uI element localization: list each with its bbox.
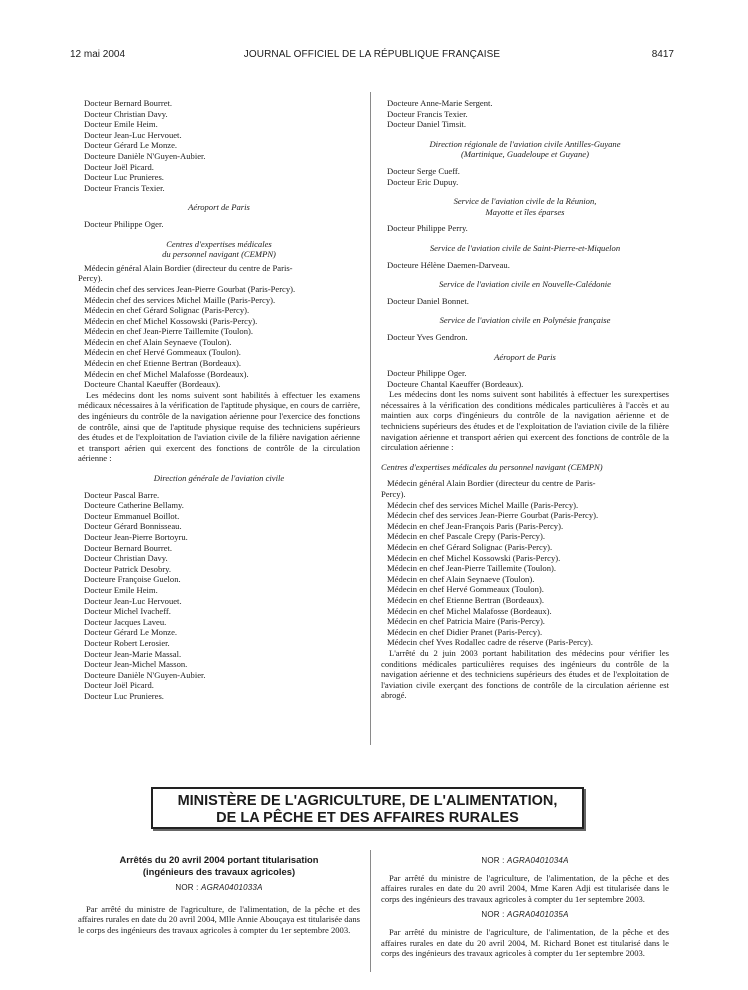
list-item: Médecin en chef Michel Kossowski (Paris-Percy).	[387, 552, 561, 563]
nor-code: AGRA0401033A	[201, 883, 263, 892]
list-item: Docteur Daniel Bonnet.	[387, 295, 469, 306]
list-item: Médecin chef des services Michel Maille (Paris-Percy).	[84, 294, 276, 305]
list-item: Docteur Robert Lerosier.	[84, 637, 170, 648]
list-item: Docteur Eric Dupuy.	[387, 176, 459, 187]
list-item: Docteur Emmanuel Boillot.	[84, 510, 180, 521]
arrete-paragraph: Par arrêté du ministre de l'agriculture, de l'alimentation, de la pêche et des affaires rurales en date du 20 avril 2004, Mlle Annie Abouçaya est titularisée dans le corps des ingénieurs des travaux agricoles à compter du 1er septembre 2003.	[78, 903, 360, 935]
nor-label: NOR :	[481, 856, 505, 865]
doctor-list-aeroport	[381, 368, 669, 389]
list-item: Médecin en chef Gérard Solignac (Paris-Percy).	[84, 305, 250, 316]
list-item: Docteur Philippe Perry.	[387, 223, 468, 234]
header-date: 12 mai 2004	[70, 49, 126, 60]
surexpertise-paragraph: Les médecins dont les noms suivent sont habilités à effectuer les surexpertises nécessaires à la vérification des conditions médicales particulières à l'accès et au maintien aux corps d'ingénieurs du contrôle de la navigation aérienne et de techniciens supérieurs des études et de l'exploitation de l'aviation civile de la filière navigation aérienne et transport aérien qui exercent des fonctions de contrôle de la circulation aérienne :	[381, 389, 669, 453]
list-item: Médecin en chef Michel Kossowski (Paris-Percy).	[84, 315, 258, 326]
list-item: Docteur Jean-Michel Masson.	[84, 659, 188, 670]
section-heading-dgac: Direction générale de l'aviation civile	[153, 473, 285, 483]
list-item: Docteur Pascal Barre.	[84, 489, 160, 500]
list-item: Médecin général Alain Bordier (directeur du centre de Paris-	[84, 262, 293, 273]
list-item: Docteur Jean-Marie Massal.	[84, 648, 182, 659]
arrete-paragraph: Par arrêté du ministre de l'agriculture, de l'alimentation, de la pêche et des affaires rurales en date du 20 avril 2004, Mme Karen Adji est titularisée dans le corps des ingénieurs des travaux agricoles à compter du 1er septembre 2003.	[381, 872, 669, 904]
abrogation-paragraph: L'arrêté du 2 juin 2003 portant habilitation des médecins pour vérifier les conditions médicales particulières requises des ingénieurs du contrôle de la navigation aérienne et des techniciens supérieurs des études et de l'exploitation de l'aviation civile exerçant des fonctions de contrôle de la circulation aérienne est abrogé.	[381, 647, 669, 701]
list-item-continuation: Percy).	[78, 273, 103, 284]
list-item: Docteure Françoise Guelon.	[84, 574, 181, 585]
list-item: Médecin en chef Patricia Maire (Paris-Percy).	[387, 616, 545, 627]
arrete-right	[381, 854, 669, 959]
ministry-banner	[151, 787, 584, 829]
list-item: Médecin en chef Hervé Gommeaux (Toulon).	[84, 347, 241, 358]
doctor-list-dgac	[78, 490, 360, 702]
list-item: Docteur Christian Davy.	[84, 108, 168, 119]
list-item: Médecin en chef Michel Malafosse (Bordeaux).	[387, 605, 552, 616]
medecin-list	[78, 284, 360, 390]
list-item: Médecin en chef Hervé Gommeaux (Toulon).	[387, 584, 544, 595]
list-item: Docteur Christian Davy.	[84, 553, 168, 564]
heading-line: du personnel navigant (CEMPN)	[162, 249, 276, 260]
column-divider	[370, 850, 371, 972]
heading-line: Service de l'aviation civile de la Réunion,	[453, 196, 597, 207]
section-heading-pf: Service de l'aviation civile en Polynésie française	[439, 315, 611, 326]
list-item: Docteur Yves Gendron.	[387, 331, 468, 342]
heading-line: Mayotte et îles éparses	[485, 206, 565, 217]
list-item: Médecin en chef Michel Malafosse (Bordeaux).	[84, 368, 249, 379]
nor-reference	[381, 910, 669, 921]
list-item: Médecin en chef Jean-François Paris (Paris-Percy).	[387, 520, 564, 531]
list-item: Docteur Bernard Bourret.	[84, 542, 173, 553]
list-item: Docteur Jacques Laveu.	[84, 616, 167, 627]
section-heading-aeroport: Aéroport de Paris	[188, 202, 250, 213]
list-item: Docteur Gérard Le Monze.	[84, 140, 178, 151]
list-item: Médecin en chef Etienne Bertran (Bordeaux).	[387, 594, 545, 605]
heading-line: Centres d'expertises médicales	[166, 238, 272, 249]
list-item: Médecin en chef Etienne Bertran (Bordeaux).	[84, 358, 242, 369]
list-item: Médecin en chef Pascale Crepy (Paris-Percy).	[387, 531, 545, 542]
list-item: Docteure Anne-Marie Sergent.	[387, 98, 493, 108]
nor-reference	[78, 883, 360, 894]
section-heading-spm: Service de l'aviation civile de Saint-Pierre-et-Miquelon	[429, 242, 621, 253]
page-number: 8417	[651, 49, 674, 60]
arrete-paragraph: Par arrêté du ministre de l'agriculture, de l'alimentation, de la pêche et des affaires rurales en date du 20 avril 2004, M. Richard Bonet est titularisé dans le corps des ingénieurs des travaux agricoles à compter du 1er septembre 2003.	[381, 926, 669, 959]
list-item: Docteur Emile Heim.	[84, 584, 158, 595]
medecin-list	[381, 500, 669, 648]
list-item: Docteure Hélène Daemen-Darveau.	[387, 259, 510, 270]
list-item-continuation: Percy).	[381, 489, 406, 500]
section-heading-cempn	[78, 239, 360, 260]
list-item: Docteur Francis Texier.	[84, 182, 165, 193]
left-column	[78, 98, 360, 701]
list-item: Médecin général Alain Bordier (directeur du centre de Paris-	[387, 478, 596, 489]
ministry-line: DE LA PÊCHE ET DES AFFAIRES RURALES	[216, 810, 519, 826]
section-heading-aeroport: Aéroport de Paris	[494, 351, 556, 362]
list-item: Docteure Catherine Bellamy.	[84, 500, 184, 511]
list-item: Docteur Michel Ivacheff.	[84, 606, 171, 617]
list-item: Docteur Philippe Oger.	[84, 218, 164, 229]
section-heading-antilles	[381, 139, 669, 160]
list-item: Docteur Joël Picard.	[84, 161, 154, 172]
list-item: Docteure Danièle N'Guyen-Aubier.	[84, 150, 206, 161]
list-item: Médecin en chef Didier Pranet (Paris-Percy).	[387, 626, 543, 637]
list-item: Docteure Danièle N'Guyen-Aubier.	[84, 669, 206, 680]
habilitation-paragraph: Les médecins dont les noms suivent sont habilités à effectuer les examens médicaux nécessaires à la vérification de l'aptitude physique, en cours de carrière, des ingénieurs du contrôle de la navigation aérienne pour l'exercice des fonctions de contrôle, ainsi que de l'aptitude physique requise des techniciens supérieurs des études et de l'exploitation de l'aviation civile de la filière navigation aérienne et transport aérien qui exercent des fonctions de contrôle de la circulation aérienne :	[78, 389, 360, 464]
title-line: (ingénieurs des travaux agricoles)	[142, 865, 296, 877]
list-item: Médecin chef des services Jean-Pierre Gourbat (Paris-Percy).	[387, 510, 599, 521]
list-item: Docteur Jean-Luc Hervouet.	[84, 595, 182, 606]
list-item: Docteur Philippe Oger.	[387, 368, 467, 379]
list-item: Docteur Daniel Timsit.	[387, 119, 467, 130]
list-item: Docteur Gérard Le Monze.	[84, 627, 178, 638]
list-item: Docteur Luc Prunieres.	[84, 172, 164, 183]
nor-code: AGRA0401034A	[507, 856, 569, 865]
list-item: Docteur Jean-Luc Hervouet.	[84, 129, 182, 140]
column-divider	[370, 92, 371, 745]
list-item: Docteur Francis Texier.	[387, 108, 468, 119]
list-item: Médecin en chef Alain Seynaeve (Toulon).	[84, 336, 232, 347]
list-item: Docteur Serge Cueff.	[387, 165, 460, 176]
list-item: Docteur Luc Prunieres.	[84, 690, 164, 701]
list-item: Médecin chef des services Jean-Pierre Gourbat (Paris-Percy).	[84, 283, 296, 294]
doctor-list-antilles	[381, 166, 669, 187]
ministry-line: MINISTÈRE DE L'AGRICULTURE, DE L'ALIMENTATION,	[177, 793, 558, 809]
list-item: Médecin chef Yves Rodallec cadre de réserve (Paris-Percy).	[387, 637, 593, 648]
section-heading-nc: Service de l'aviation civile en Nouvelle-Calédonie	[439, 279, 611, 290]
list-item: Médecin en chef Jean-Pierre Taillemite (Toulon).	[84, 326, 254, 337]
heading-line: (Martinique, Guadeloupe et Guyane)	[461, 149, 589, 160]
journal-title: JOURNAL OFFICIEL DE LA RÉPUBLIQUE FRANÇAISE	[243, 49, 501, 60]
arrete-title	[78, 854, 360, 877]
heading-line: Direction régionale de l'aviation civile Antilles-Guyane	[429, 138, 621, 149]
list-item: Docteur Jean-Pierre Bortoyru.	[84, 531, 188, 542]
doctor-list-top	[381, 98, 669, 130]
nor-label: NOR :	[481, 910, 505, 920]
list-item: Docteure Chantal Kaeuffer (Bordeaux).	[84, 379, 221, 390]
list-item: Docteur Patrick Desobry.	[84, 563, 172, 574]
list-item: Docteure Chantal Kaeuffer (Bordeaux).	[387, 378, 524, 389]
arrete-left	[78, 854, 360, 935]
right-column	[381, 98, 669, 701]
list-item: Docteur Bernard Bourret.	[84, 98, 173, 108]
list-item: Docteur Gérard Bonnisseau.	[84, 521, 182, 532]
section-heading-reunion	[381, 196, 669, 217]
list-item: Docteur Emile Heim.	[84, 119, 158, 130]
nor-label: NOR :	[175, 883, 199, 892]
title-line: Arrêtés du 20 avril 2004 portant titularisation	[119, 854, 319, 865]
list-item: Médecin chef des services Michel Maille (Paris-Percy).	[387, 499, 579, 510]
list-item: Docteur Joël Picard.	[84, 680, 154, 691]
nor-reference	[381, 856, 669, 867]
doctor-list-top	[78, 98, 360, 193]
section-heading-cempn: Centres d'expertises médicales du personnel navigant (CEMPN)	[381, 461, 603, 472]
list-item: Médecin en chef Jean-Pierre Taillemite (Toulon).	[387, 563, 557, 574]
list-item: Médecin en chef Alain Seynaeve (Toulon).	[387, 573, 535, 584]
nor-code: AGRA0401035A	[507, 910, 569, 920]
page-header	[70, 47, 674, 65]
list-item: Médecin en chef Gérard Solignac (Paris-Percy).	[387, 542, 553, 552]
